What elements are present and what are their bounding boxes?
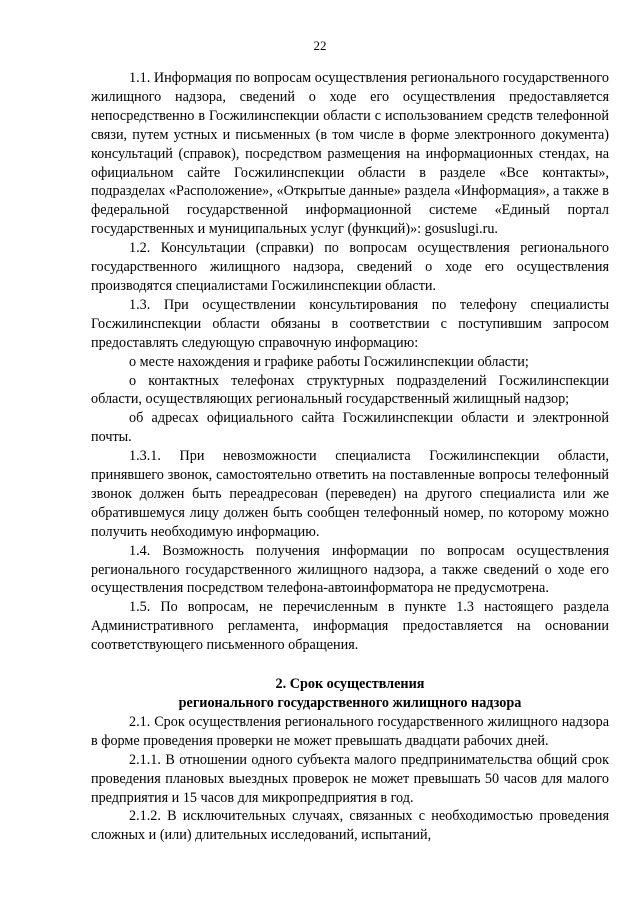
page-number: 22 — [313, 38, 327, 53]
paragraph-1-2: 1.2. Консультации (справки) по вопросам осуществления регионального государственного жилищного надзора, сведений о ходе его осуществления производятся специалистами Госжилинспекции области. — [91, 240, 609, 294]
list-item-website: об адресах официального сайта Госжилинспекции области и электронной почты. — [91, 410, 609, 446]
paragraph-1-3-1: 1.3.1. При невозможности специалиста Госжилинспекции области, принявшего звонок, самостоятельно ответить на поставленные вопросы телефонный звонок должен быть переадресован (переведен) на другого специалиста или же обратившемуся лицу должен быть сообщен телефонный номер, по которому можно получить необходимую информацию. — [91, 448, 609, 540]
list-item-phones: о контактных телефонах структурных подразделений Госжилинспекции области, осуществляющих региональный государственный жилищный надзор; — [91, 372, 609, 408]
section-heading-line-1: 2. Срок осуществления — [275, 676, 425, 693]
paragraph-1-1: 1.1. Информация по вопросам осуществления регионального государственного жилищного надзора, сведений о ходе его осуществления предоставляется непосредственно в Госжилинспекции области с использованием средств телефонной связи, путем устных и письменных (в том числе в форме электронного документа) консультаций (справок), посредством размещения на информационных стендах, на официальном сайте Госжилинспекции области в разделе «Все контакты», подразделах «Расположение», «Открытые данные» раздела «Информация», а также в федеральной государственной информационной системе «Единый портал государственных и муниципальных услуг (функций)»: gosuslugi.ru. — [91, 70, 609, 238]
paragraph-1-5: 1.5. По вопросам, не перечисленным в пункте 1.3 настоящего раздела Административного регламента, информация предоставляется на основании соответствующего письменного обращения. — [91, 599, 609, 654]
section-heading-line-2: регионального государственного жилищного надзора — [178, 695, 522, 711]
paragraph-2-1-2: 2.1.2. В исключительных случаях, связанных с необходимостью проведения сложных и (или) длительных исследований, испытаний, — [91, 808, 609, 844]
paragraph-1-4: 1.4. Возможность получения информации по вопросам осуществления регионального государственного жилищного надзора, а также сведений о ходе его осуществления посредством телефона-автоинформатора не предусмотрена. — [91, 542, 609, 597]
paragraph-1-3: 1.3. При осуществлении консультирования по телефону специалисты Госжилинспекции области обязаны в соответствии с поступившим запросом предоставлять следующую справочную информацию: — [91, 296, 609, 351]
paragraph-2-1-1: 2.1.1. В отношении одного субъекта малого предпринимательства общий срок проведения плановых выездных проверок не может превышать 50 часов для малого предприятия и 15 часов для микропредприятия в год. — [91, 751, 609, 806]
section-heading — [91, 675, 609, 713]
paragraph-2-1: 2.1. Срок осуществления регионального государственного жилищного надзора в форме проведения проверки не может превышать двадцати рабочих дней. — [91, 713, 609, 749]
document-body — [91, 69, 609, 845]
list-item-location: о месте нахождения и графике работы Госжилинспекции области; — [129, 353, 529, 370]
